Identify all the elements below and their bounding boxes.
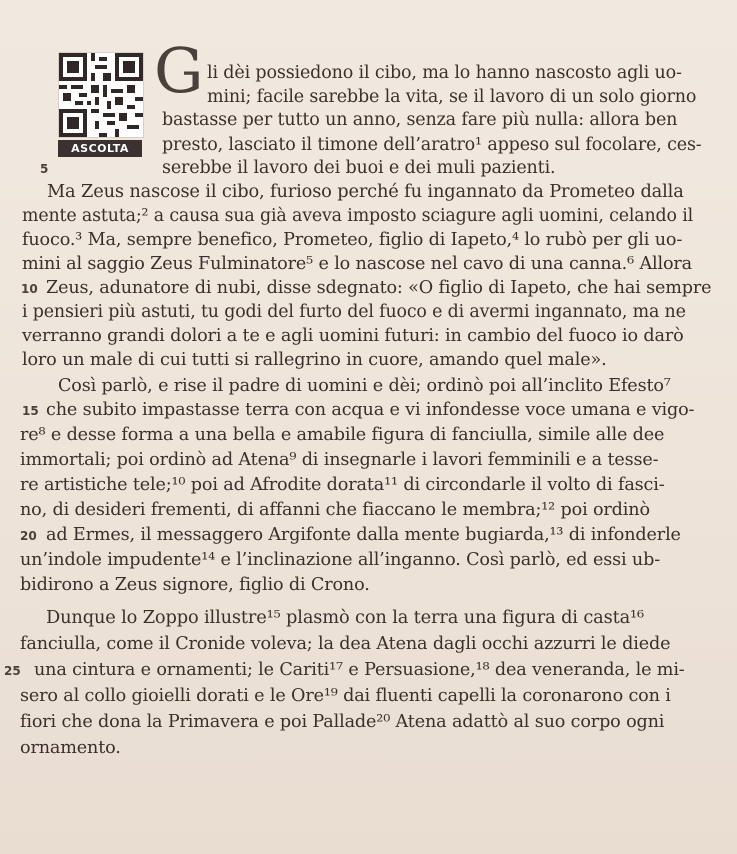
text-line: serebbe il lavoro dei buoi e dei muli pazienti. xyxy=(162,158,556,178)
text-line: li dèi possiedono il cibo, ma lo hanno nascosto agli uo- xyxy=(207,63,682,83)
text-line: loro un male di cui tutti si rallegrino in cuore, amando quel male». xyxy=(22,350,607,370)
text-line: i pensieri più astuti, tu godi del furto del fuoco e di avermi ingannato, ma ne xyxy=(22,302,686,322)
text-line: presto, lasciato il timone dell’aratro¹ appeso sul focolare, ces- xyxy=(162,135,702,155)
text-line: Zeus, adunatore di nubi, disse sdegnato: «O figlio di Iapeto, che hai sempre xyxy=(46,278,712,298)
text-line: no, di desideri frementi, di affanni che fiaccano le membra;¹² poi ordinò xyxy=(20,500,650,520)
text-line: fanciulla, come il Cronide voleva; la dea Atena dagli occhi azzurri le diede xyxy=(20,634,671,654)
line-number: 20 xyxy=(20,529,37,543)
text-line: fuoco.³ Ma, sempre benefico, Prometeo, figlio di Iapeto,⁴ lo rubò per gli uo- xyxy=(22,230,683,250)
text-line: Così parlò, e rise il padre di uomini e dèi; ordinò poi all’inclito Efesto⁷ xyxy=(58,376,671,396)
line-number: 25 xyxy=(4,664,21,678)
text-line: mente astuta;² a causa sua già aveva imposto sciagure agli uomini, celando il xyxy=(22,206,694,226)
text-line: ornamento. xyxy=(20,738,121,758)
line-number: 10 xyxy=(21,282,38,296)
qr-code-graphic xyxy=(59,53,143,137)
text-line: sero al collo gioielli dorati e le Ore¹⁹ dai fluenti capelli la coronarono con i xyxy=(20,686,671,706)
text-line: Ma Zeus nascose il cibo, furioso perché fu ingannato da Prometeo dalla xyxy=(47,181,684,202)
line-number: 5 xyxy=(40,162,49,176)
text-line: mini al saggio Zeus Fulminatore⁵ e lo nascose nel cavo di una canna.⁶ Allora xyxy=(22,254,693,274)
text-line: una cintura e ornamenti; le Cariti¹⁷ e Persuasione,¹⁸ dea veneranda, le mi- xyxy=(34,660,685,680)
text-line: Dunque lo Zoppo illustre¹⁵ plasmò con la terra una figura di casta¹⁶ xyxy=(46,607,644,628)
text-line: mini; facile sarebbe la vita, se il lavoro di un solo giorno xyxy=(207,87,697,107)
text-line: un’indole impudente¹⁴ e l’inclinazione all’inganno. Così parlò, ed essi ub- xyxy=(20,550,661,570)
text-line: immortali; poi ordinò ad Atena⁹ di insegnarle i lavori femminili e a tesse- xyxy=(20,450,659,470)
qr-code[interactable] xyxy=(58,52,144,138)
text-line: bastasse per tutto un anno, senza fare più nulla: allora ben xyxy=(162,110,678,130)
text-line: verranno grandi dolori a te e agli uomini futuri: in cambio del fuoco io darò xyxy=(22,326,684,346)
text-line: re⁸ e desse forma a una bella e amabile figura di fanciulla, simile alle dee xyxy=(20,425,665,445)
text-line: che subito impastasse terra con acqua e vi infondesse voce umana e vigo- xyxy=(46,400,695,420)
drop-cap: G xyxy=(154,34,204,107)
text-line: bidirono a Zeus signore, figlio di Crono. xyxy=(20,575,370,595)
text-line: fiori che dona la Primavera e poi Pallade²⁰ Atena adattò al suo corpo ogni xyxy=(20,712,665,732)
listen-audio-button[interactable]: ASCOLTA xyxy=(58,140,142,157)
line-number: 15 xyxy=(22,404,39,418)
text-line: re artistiche tele;¹⁰ poi ad Afrodite dorata¹¹ di circondarle il volto di fasci- xyxy=(20,475,665,495)
text-line: ad Ermes, il messaggero Argifonte dalla mente bugiarda,¹³ di infonderle xyxy=(46,525,681,545)
